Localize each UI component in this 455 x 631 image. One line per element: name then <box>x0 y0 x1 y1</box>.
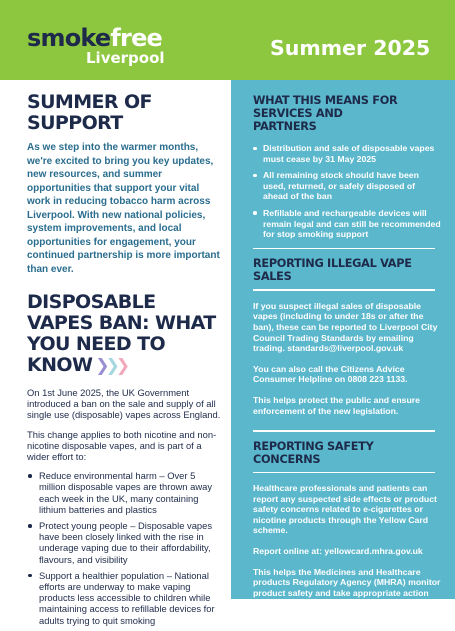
chevrons-icon: ❯❯❯ <box>95 356 127 376</box>
yellowcard-link-text: Report online at: yellowcard.mhra.gov.uk <box>253 546 423 557</box>
illegal-sales-paragraph: If you suspect illegal sales of disposable vapes (including to under 18s or after the ban), these can be reported to Liverpool City Council Trading Standards by emailing trading. standards@liverpool.gov.uk <box>253 300 438 354</box>
illegal-sales-heading: REPORTING ILLEGAL VAPE SALES <box>253 257 412 284</box>
logo-free-text: free <box>110 24 163 52</box>
list-item: Distribution and sale of disposable vapes must cease by 31 May 2025 <box>253 143 441 164</box>
page-title: SUMMER OF SUPPORT <box>27 91 152 134</box>
season-title: Summer 2025 <box>270 36 431 60</box>
safety-paragraph: Healthcare professionals and patients can report any suspected side effects or product safety concerns related to e-cigarettes or nicotine products through the Yellow Card scheme. <box>253 483 437 536</box>
list-item: All remaining stock should have been used, returned, or safely disposed of ahead of the ban <box>253 170 441 202</box>
vape-ban-heading-text: DISPOSABLE VAPES BAN: WHAT YOU NEED TO KNOW <box>27 291 216 376</box>
right-panel <box>231 80 455 609</box>
ban-paragraph: On 1st June 2025, the UK Government introduced a ban on the sale and supply of all single use (disposable) vapes across England. <box>27 387 221 421</box>
services-list <box>253 143 441 240</box>
enforcement-paragraph: This helps protect the public and ensure enforcement of the new legislation. <box>253 394 421 416</box>
left-column <box>27 92 222 631</box>
divider <box>253 430 435 432</box>
header-banner <box>0 0 455 80</box>
safety-heading: REPORTING SAFETY CONCERNS <box>253 439 374 466</box>
list-item: Support a healthier population – National efforts are underway to make vaping products less accessible to children while maintaining access to refillable devices for adults trying to quit smoking <box>27 570 222 626</box>
helpline-paragraph: You can also call the Citizens Advice Consumer Helpline on 0808 223 1133. <box>253 363 408 385</box>
smokefree-logo <box>27 25 162 51</box>
vape-ban-heading <box>27 292 222 377</box>
list-item: Protect young people – Disposable vapes have been closely linked with the rise in underage vaping due to their affordability, flavours, and visibility <box>27 520 222 565</box>
list-item: Refillable and rechargeable devices will remain legal and can still be recommended for stop smoking support <box>253 208 441 240</box>
divider <box>253 472 435 474</box>
logo-city-text: Liverpool <box>86 49 165 67</box>
intro-paragraph: As we step into the warmer months, we're excited to bring you key updates, new resources, and summer opportunities that support your vital work in reducing tobacco harm across Liverpool. With new national policies, system improvements, and local opportunities for engagement, your continued partnership is more important than ever. <box>27 142 220 275</box>
scope-paragraph: This change applies to both nicotine and non-nicotine disposable vapes, and is part of a wider effort to: <box>27 428 217 463</box>
mhra-paragraph: This helps the Medicines and Healthcare products Regulatory Agency (MHRA) monitor product safety and take appropriate action where necessary. <box>253 566 441 609</box>
divider <box>253 289 435 291</box>
list-item: Reduce environmental harm – Over 5 million disposable vapes are thrown away each week in the UK, many containing lithium batteries and plastics <box>27 470 222 515</box>
divider <box>253 248 435 250</box>
logo-smoke-text: smoke <box>27 24 111 52</box>
aims-list <box>27 470 222 626</box>
services-heading: WHAT THIS MEANS FOR SERVICES AND PARTNERS <box>253 94 398 133</box>
